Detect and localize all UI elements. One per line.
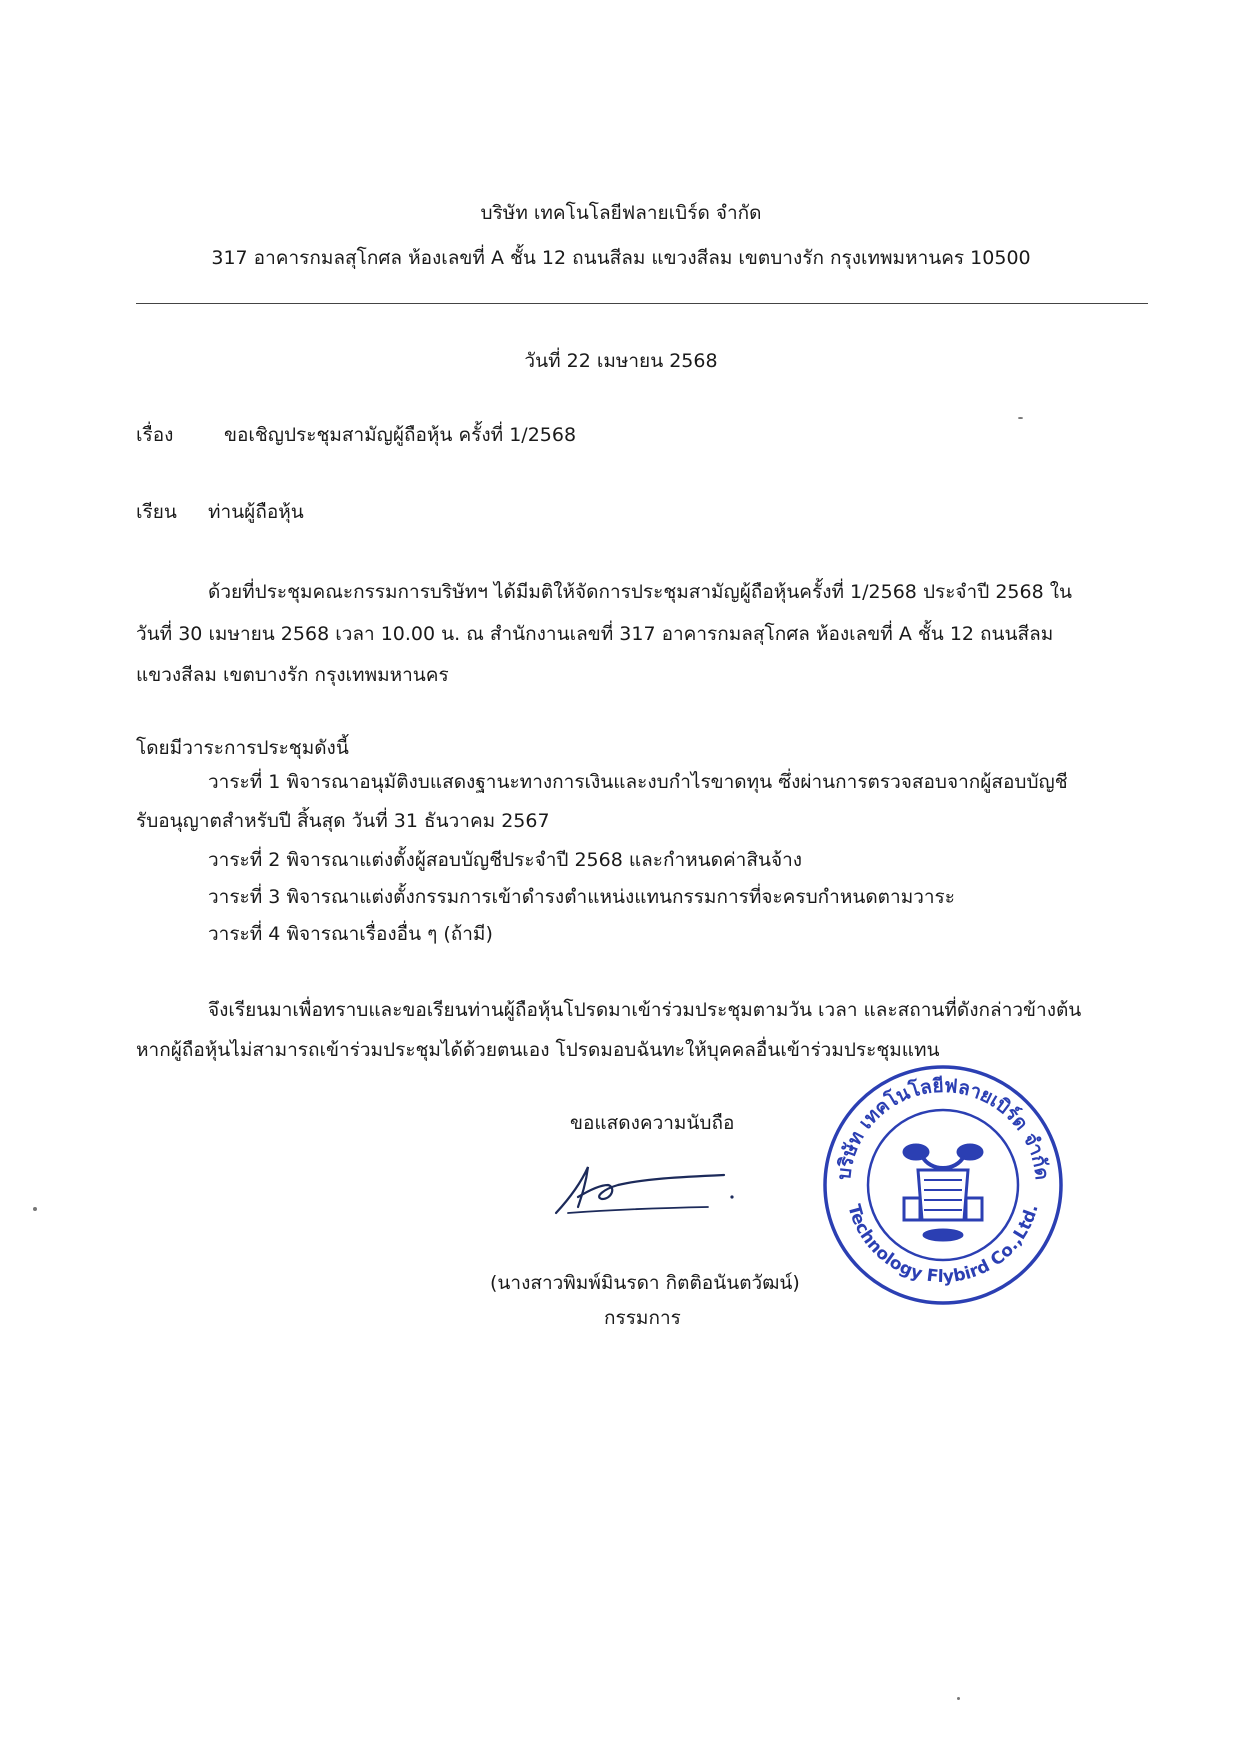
subject-label: เรื่อง (136, 424, 174, 446)
agenda-heading: โดยมีวาระการประชุมดังนี้ (136, 737, 349, 759)
agenda-item-4: วาระที่ 4 พิจารณาเรื่องอื่น ๆ (ถ้ามี) (208, 923, 493, 945)
seal-emblem-icon (903, 1144, 983, 1241)
agenda-item-1-continued: รับอนุญาตสำหรับปี สิ้นสุด วันที่ 31 ธันวาคม 2567 (136, 810, 550, 832)
seal-english-text: Technology Flybird Co.,Ltd. (843, 1202, 1043, 1288)
scan-speck (957, 1697, 960, 1700)
handwritten-signature (548, 1155, 748, 1225)
closing-line-2: หากผู้ถือหุ้นไม่สามารถเข้าร่วมประชุมได้ด้วยตนเอง โปรดมอบฉันทะให้บุคคลอื่นเข้าร่วมประชุมแทน (136, 1039, 940, 1061)
signatory-name: (นางสาวพิมพ์มินรดา กิตติอนันตวัฒน์) (490, 1272, 800, 1294)
intro-line-2: วันที่ 30 เมษายน 2568 เวลา 10.00 น. ณ สำนักงานเลขที่ 317 อาคารกมลสุโกศล ห้องเลขที่ A ชั้น 12 ถนนสีลม (136, 623, 1054, 645)
recipient-label: เรียน (136, 501, 177, 523)
regards-text: ขอแสดงความนับถือ (570, 1112, 735, 1134)
agenda-item-1: วาระที่ 1 พิจารณาอนุมัติงบแสดงฐานะทางการเงินและงบกำไรขาดทุน ซึ่งผ่านการตรวจสอบจากผู้สอบบัญชี (208, 771, 1068, 793)
scan-speck (33, 1207, 37, 1211)
closing-line-1: จึงเรียนมาเพื่อทราบและขอเรียนท่านผู้ถือหุ้นโปรดมาเข้าร่วมประชุมตามวัน เวลา และสถานที่ดังกล่าวข้างต้น (208, 999, 1082, 1021)
header-divider (136, 303, 1148, 304)
signatory-position: กรรมการ (604, 1307, 681, 1329)
svg-text:บริษัท เทคโนโลยีฟลายเบิร์ด จำก (833, 1075, 1053, 1181)
seal-thai-text: บริษัท เทคโนโลยีฟลายเบิร์ด จำกัด (833, 1074, 1053, 1182)
scan-speck (1018, 417, 1023, 419)
recipient-text: ท่านผู้ถือหุ้น (208, 501, 304, 523)
company-seal (818, 1060, 1068, 1310)
company-address: 317 อาคารกมลสุโกศล ห้องเลขที่ A ชั้น 12 ถนนสีลม แขวงสีลม เขตบางรัก กรุงเทพมหานคร 10500 (211, 247, 1031, 269)
company-name: บริษัท เทคโนโลยีฟลายเบิร์ด จำกัด (480, 202, 762, 224)
intro-line-1: ด้วยที่ประชุมคณะกรรมการบริษัทฯ ได้มีมติให้จัดการประชุมสามัญผู้ถือหุ้นครั้งที่ 1/2568 ประจำปี 2568 ใน (208, 581, 1072, 603)
intro-line-3: แขวงสีลม เขตบางรัก กรุงเทพมหานคร (136, 664, 449, 686)
agenda-item-2: วาระที่ 2 พิจารณาแต่งตั้งผู้สอบบัญชีประจำปี 2568 และกำหนดค่าสินจ้าง (208, 849, 803, 871)
subject-text: ขอเชิญประชุมสามัญผู้ถือหุ้น ครั้งที่ 1/2568 (224, 424, 577, 446)
letter-date: วันที่ 22 เมษายน 2568 (524, 350, 718, 372)
agenda-item-3: วาระที่ 3 พิจารณาแต่งตั้งกรรมการเข้าดำรงตำแหน่งแทนกรรมการที่จะครบกำหนดตามวาระ (208, 886, 955, 908)
